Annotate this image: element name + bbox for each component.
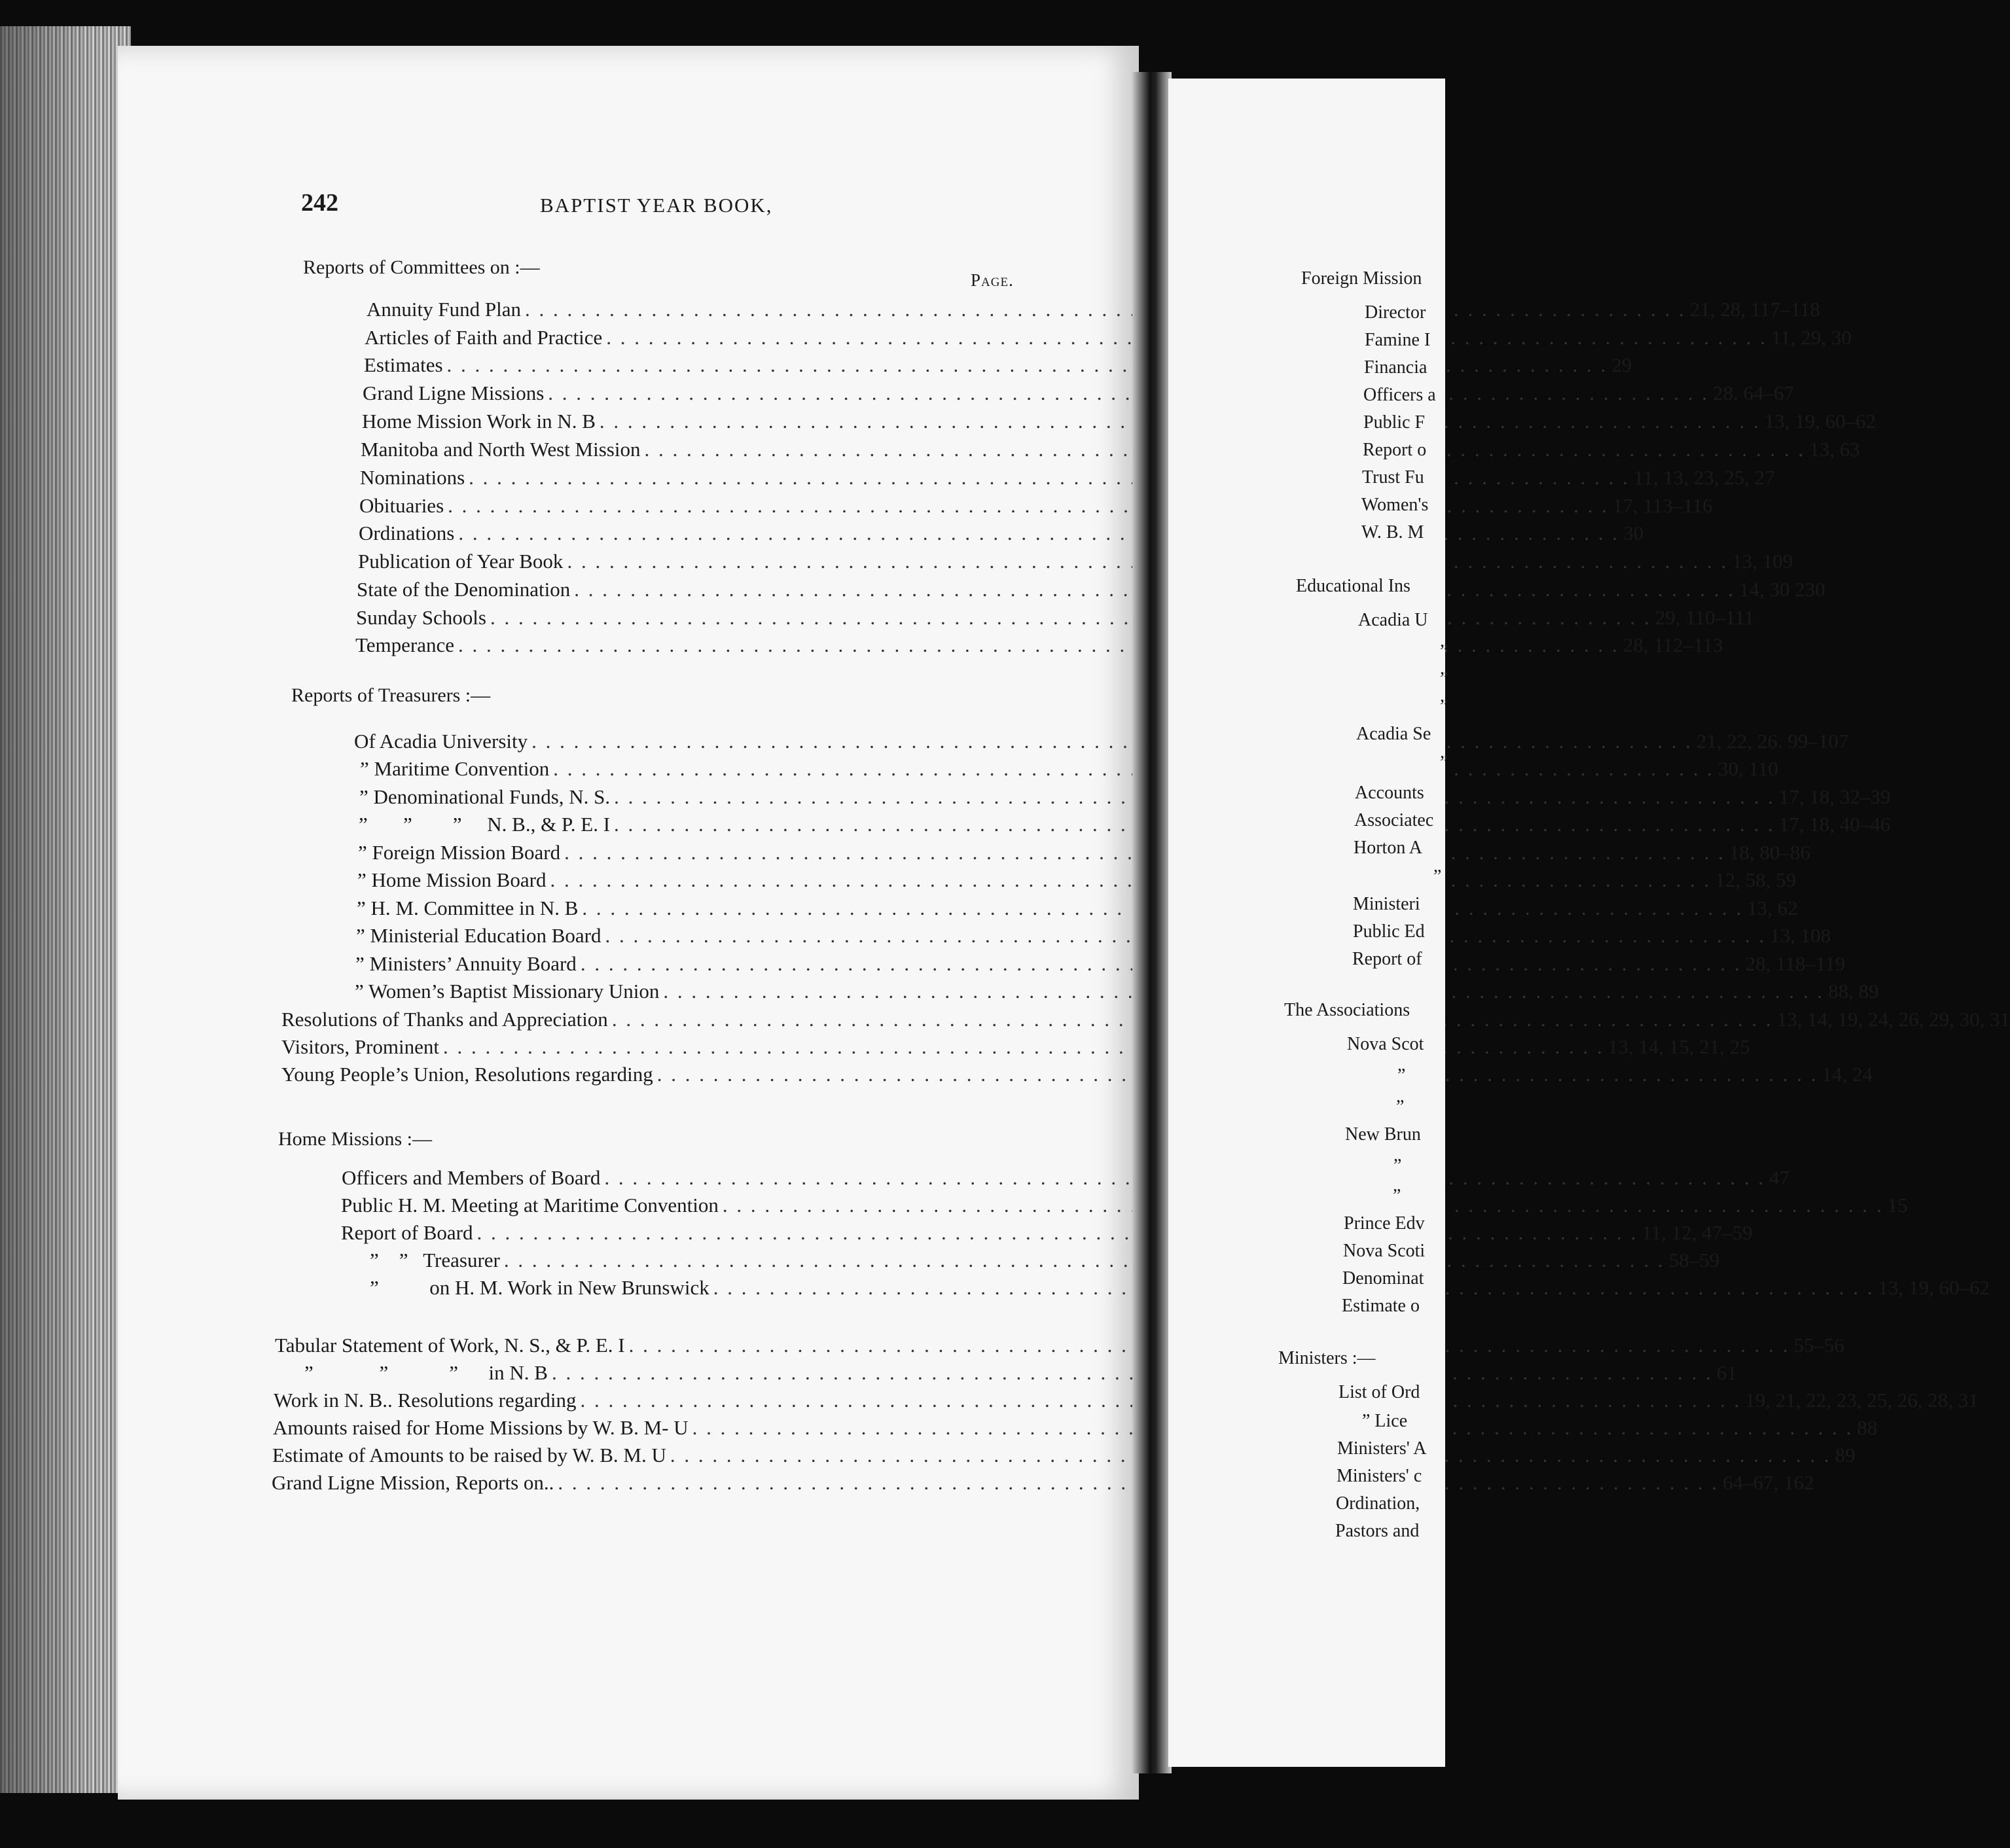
book-gutter [1132, 72, 1172, 1773]
index-row: Tabular Statement of Work, N. S., & P. E. I . . . 55–56 [275, 1334, 1003, 1360]
right-page-line: ” [1440, 753, 1448, 773]
right-page-line: Ordination, [1336, 1493, 1420, 1514]
index-row: Work in N. B.. Resolutions regarding . . . 19, 21, 22, 23, 25, 26, 28, 31 [274, 1389, 1001, 1415]
index-row: Officers and Members of Board . . . 47 [342, 1166, 1007, 1192]
right-page-line: Director [1365, 302, 1426, 323]
right-page-line: Estimate o [1342, 1296, 1420, 1316]
right-page-line: Public F [1363, 412, 1426, 433]
index-row: Resolutions of Thanks and Appreciation . . . 13, 14, 19, 24, 26, 29, 30, 31 [281, 1008, 1009, 1034]
right-page-line: ” [1440, 641, 1448, 662]
index-row: Amounts raised for Home Missions by W. B. M- U . . . 88 [273, 1416, 1001, 1442]
right-page-line: Ministers' c [1337, 1466, 1422, 1486]
index-row: Young People’s Union, Resolutions regarding . . . 14, 24 [281, 1063, 1008, 1089]
book-page-edges [0, 26, 131, 1793]
index-row: ” on H. M. Work in New Brunswick . . . 13, 19, 60–62 [370, 1276, 1004, 1302]
right-page-line: Nova Scot [1347, 1034, 1424, 1054]
index-row: ” Women’s Baptist Missionary Union . . . 88, 89 [355, 980, 1011, 1006]
right-page-line: New Brun [1345, 1124, 1421, 1145]
running-head [183, 177, 1034, 222]
index-row: ” ” ” in N. B . . . 61 [304, 1361, 1002, 1387]
right-page-line: Denominat [1342, 1268, 1424, 1288]
page-number: 242 [301, 189, 338, 217]
right-page-line: ” [1393, 1186, 1401, 1206]
index-row: Manitoba and North West Mission . . . 13, 63 [361, 438, 1028, 464]
right-page-line: Famine I [1365, 330, 1431, 350]
index-row: Visitors, Prominent . . . 13, 14, 15, 21, 25 [281, 1035, 1009, 1061]
section-heading: Reports of Committees on :— [303, 257, 540, 278]
page-column-label: Page. [971, 270, 1014, 290]
right-page-line: Ministeri [1353, 894, 1420, 914]
right-page-line: Officers a [1363, 385, 1436, 405]
index-row: Public H. M. Meeting at Maritime Convention . . . 15 [341, 1194, 1006, 1220]
index-row: ” Maritime Convention . . . 30, 110 [360, 757, 1018, 783]
right-page-line: ” [1396, 1097, 1405, 1117]
right-page-line: Associatec [1354, 810, 1434, 830]
right-page-line: ” Lice [1362, 1411, 1408, 1431]
right-page-line: ” [1440, 669, 1448, 689]
right-page-line: Women's [1361, 495, 1429, 515]
right-page-line: Report o [1363, 440, 1427, 460]
right-page-line: Financia [1364, 357, 1427, 378]
right-page-line: Ministers' A [1337, 1438, 1427, 1459]
right-page-line: Prince Edv [1344, 1213, 1425, 1234]
index-row: ” H. M. Committee in N. B . . . 13, 62 [357, 897, 1014, 923]
index-row: Obituaries . . . 17, 113–116 [359, 494, 1026, 520]
index-row: ” ” Treasurer . . . 58–59 [370, 1249, 1005, 1275]
right-page-line: ” [1393, 1156, 1402, 1176]
index-row: ” Home Mission Board . . . 12, 58, 59 [357, 868, 1015, 895]
right-page-line: Acadia Se [1356, 724, 1431, 744]
index-row: Estimates . . . 29 [364, 353, 1031, 380]
index-row: ” Ministerial Education Board . . . 13, 108 [356, 924, 1013, 950]
right-page-line: ” [1397, 1065, 1406, 1086]
right-page-line: Acadia U [1358, 610, 1428, 630]
index-row: Ordinations . . . 30 [359, 522, 1025, 548]
right-page [1168, 79, 1448, 1767]
page-title: BAPTIST YEAR BOOK, [540, 194, 773, 217]
index-row: Publication of Year Book . . . 13, 109 [358, 550, 1024, 576]
right-page-line: Accounts [1355, 783, 1424, 803]
index-row: Grand Ligne Mission, Reports on.. . . . 64–67, 162 [272, 1471, 999, 1497]
index-row: Grand Ligne Missions . . . 28. 64–67 [363, 382, 1030, 408]
index-row: Report of Board . . . 11, 12, 47–59 [341, 1221, 1005, 1247]
right-page-line: Foreign Mission [1301, 268, 1422, 289]
right-page-line: W. B. M [1361, 522, 1424, 542]
right-page-line: Trust Fu [1362, 467, 1424, 488]
index-row: Sunday Schools . . . 29, 110–111 [356, 606, 1022, 632]
right-page-line: ” [1440, 696, 1448, 717]
section-heading: Reports of Treasurers :— [291, 684, 491, 706]
right-page-line: Report of [1352, 949, 1422, 969]
index-row: Nominations . . . 11, 13, 23, 25, 27 [360, 466, 1028, 492]
index-row: Temperance . . . 28, 112–113 [355, 633, 1021, 660]
index-row: ” Foreign Mission Board . . . 18, 80–86 [358, 841, 1016, 867]
right-page-line: Educational Ins [1296, 576, 1410, 596]
index-row: Home Mission Work in N. B . . . 13, 19, 60–62 [362, 410, 1030, 436]
index-row: Estimate of Amounts to be raised by W. B. M. U . . . 89 [272, 1444, 1000, 1470]
right-page-line: The Associations [1284, 1000, 1410, 1020]
right-page-line: ” [1433, 866, 1442, 887]
index-row: ” Ministers’ Annuity Board . . . 28, 118–119 [355, 952, 1011, 978]
right-page-line: Ministers :— [1278, 1348, 1376, 1368]
right-page-line: Horton A [1354, 838, 1422, 858]
right-page-line: List of Ord [1338, 1382, 1420, 1402]
section-heading: Home Missions :— [278, 1128, 433, 1150]
right-page-line: Nova Scoti [1343, 1241, 1426, 1261]
index-row: Of Acadia University . . . 21, 22, 26. 99–107 [354, 730, 1020, 756]
right-page-line: Pastors and [1335, 1521, 1420, 1541]
index-row: Annuity Fund Plan . . . 21, 28, 117–118 [367, 298, 1034, 324]
index-row: ” Denominational Funds, N. S. . . . 17, 18, 32–39 [359, 785, 1018, 811]
index-row: Articles of Faith and Practice . . . 11, 29, 30 [365, 326, 1032, 352]
right-page-line: Public Ed [1353, 921, 1425, 942]
index-row: ” ” ” N. B., & P. E. I . . . 17, 18, 40–46 [359, 813, 1017, 839]
index-row: State of the Denomination . . . 14, 30 230 [357, 578, 1023, 604]
